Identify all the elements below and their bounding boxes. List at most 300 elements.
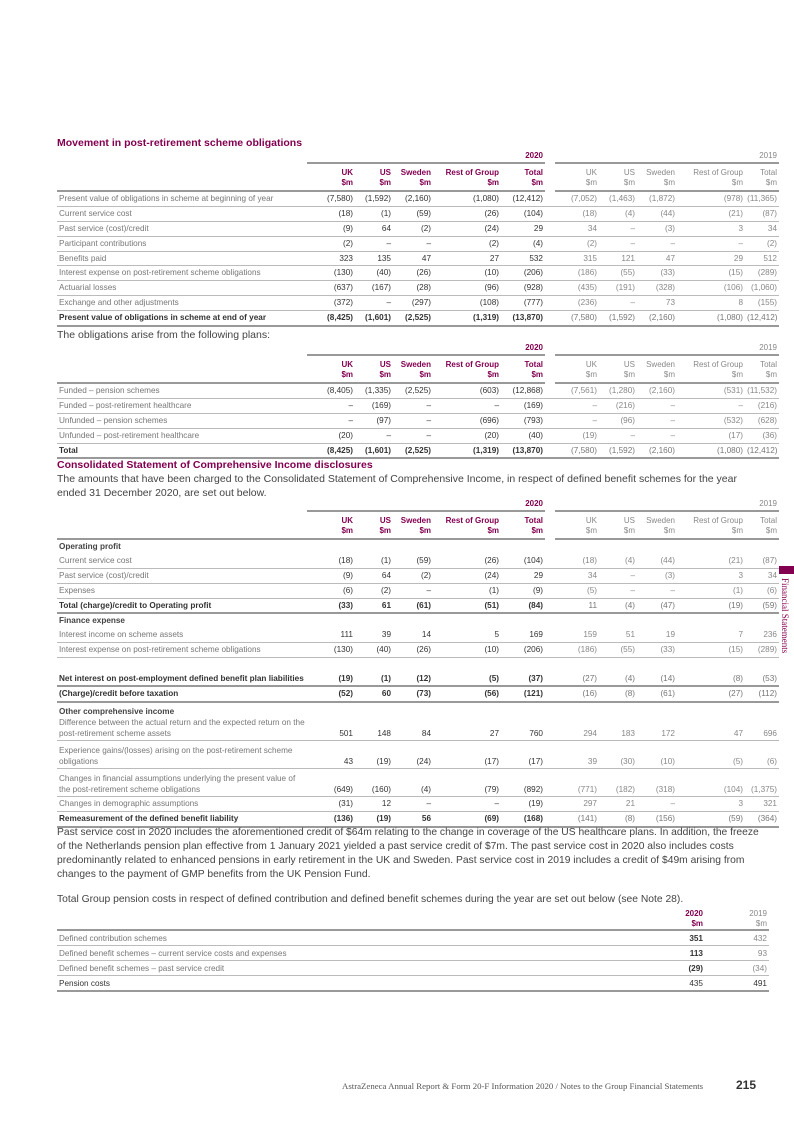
- year-2020-label: 2020: [685, 909, 703, 918]
- value-2020: (12,412): [501, 191, 545, 206]
- row-label: (Charge)/credit before taxation: [57, 686, 307, 702]
- value-2019: (7,052): [555, 191, 599, 206]
- value-2019: (87): [745, 554, 779, 568]
- footer-text: AstraZeneca Annual Report & Form 20-F Information 2020 / Notes to the Group Financial Statements: [342, 1081, 704, 1091]
- value-2019: 34: [745, 568, 779, 583]
- value-2020: (1): [355, 206, 393, 221]
- value-2019: (289): [745, 266, 779, 281]
- value-2020: (40): [501, 428, 545, 443]
- value-2019: 11: [555, 598, 599, 613]
- table-row: [57, 383, 779, 398]
- value-2020: (121): [501, 686, 545, 702]
- column-header: Sweden $m: [393, 511, 433, 539]
- table-row: [57, 686, 779, 702]
- value-2020: 760: [501, 702, 545, 741]
- value-2019: (4): [599, 206, 637, 221]
- value-2020: (79): [433, 769, 501, 797]
- value-2020: 47: [393, 251, 433, 266]
- value-2019: (1,592): [599, 443, 637, 458]
- value-2020: –: [393, 236, 433, 251]
- value-2019: (2): [555, 236, 599, 251]
- value-2019: 3: [677, 221, 745, 236]
- value-2020: (168): [501, 811, 545, 826]
- value-2019: (15): [677, 266, 745, 281]
- value-2019: 8: [677, 296, 745, 311]
- value-2020: (8,425): [307, 443, 355, 458]
- year-header-row: [57, 150, 779, 163]
- value-2019: –: [599, 583, 637, 598]
- value-2020: (793): [501, 413, 545, 428]
- value-2019: (182): [599, 769, 637, 797]
- value-2019: (11,365): [745, 191, 779, 206]
- table-row: [57, 311, 779, 326]
- side-tab-marker: [779, 566, 794, 574]
- value-2020: (2,160): [393, 191, 433, 206]
- table-row: [57, 741, 779, 769]
- value-2019: (2,160): [637, 311, 677, 326]
- column-header: Rest of Group $m: [677, 355, 745, 383]
- value-2019: –: [599, 296, 637, 311]
- page-number: 215: [736, 1078, 757, 1092]
- value-2020: (13,870): [501, 311, 545, 326]
- value-2020: 135: [355, 251, 393, 266]
- value-2020: (26): [433, 206, 501, 221]
- value-2020: (31): [307, 797, 355, 812]
- value-2020: (96): [433, 281, 501, 296]
- value-2020: (637): [307, 281, 355, 296]
- value-2019: –: [599, 236, 637, 251]
- column-header-row: [57, 355, 779, 383]
- value-2019: 294: [555, 702, 599, 741]
- table-row: [57, 643, 779, 658]
- value-2019: –: [637, 428, 677, 443]
- value-2020: (69): [433, 811, 501, 826]
- value-2019: 3: [677, 797, 745, 812]
- year-2020-label: 2020: [307, 498, 545, 511]
- column-header-row: [57, 511, 779, 539]
- value-2019: (328): [637, 281, 677, 296]
- pension-costs-table: [57, 907, 769, 992]
- column-header: US $m: [599, 355, 637, 383]
- value-2019: (27): [555, 658, 599, 687]
- value-2020: (8,405): [307, 383, 355, 398]
- year-header-row: [57, 342, 779, 355]
- value-2019: (1,375): [745, 769, 779, 797]
- value-2019: (106): [677, 281, 745, 296]
- value-2020: (10): [433, 643, 501, 658]
- value-2019: 172: [637, 702, 677, 741]
- column-header: Sweden $m: [637, 163, 677, 191]
- value-2020: (206): [501, 643, 545, 658]
- value-2019: (27): [677, 686, 745, 702]
- value-2020: (169): [355, 398, 393, 413]
- value-2019: (236): [555, 296, 599, 311]
- movement-title: Movement in post-retirement scheme obligations: [57, 137, 303, 149]
- value-2020: (13,870): [501, 443, 545, 458]
- column-header: Total $m: [745, 511, 779, 539]
- value-2020: (130): [307, 643, 355, 658]
- table-row: [57, 946, 769, 961]
- value-2019: (628): [745, 413, 779, 428]
- value-2020: (4): [393, 769, 433, 797]
- value-2020: (8,425): [307, 311, 355, 326]
- column-header: Rest of Group $m: [433, 355, 501, 383]
- table-row: [57, 236, 779, 251]
- value-2019: 315: [555, 251, 599, 266]
- value-2020: (19): [307, 658, 355, 687]
- table-row: [57, 266, 779, 281]
- value-2019: (216): [745, 398, 779, 413]
- row-label: Net interest on post-employment defined benefit plan liabilities: [57, 658, 307, 687]
- value-2020: –: [433, 398, 501, 413]
- value-2019: 39: [555, 741, 599, 769]
- unit-label: $m: [691, 919, 703, 928]
- value-2019: (3): [637, 568, 677, 583]
- value-2020: (1): [355, 658, 393, 687]
- value-2020: 12: [355, 797, 393, 812]
- value-2020: 169: [501, 628, 545, 642]
- value-2019: (16): [555, 686, 599, 702]
- value-2020: (130): [307, 266, 355, 281]
- value-2019: (33): [637, 643, 677, 658]
- value-2019: (12,412): [745, 311, 779, 326]
- value-2019: 21: [599, 797, 637, 812]
- value-2020: (20): [307, 428, 355, 443]
- table-row: [57, 930, 769, 946]
- column-header: Total $m: [501, 355, 545, 383]
- value-2020: (104): [501, 206, 545, 221]
- column-header: US $m: [355, 163, 393, 191]
- value-2019: (30): [599, 741, 637, 769]
- year-2019-label: 2019: [555, 150, 779, 163]
- value-2020: (169): [501, 398, 545, 413]
- group-heading: Operating profit: [59, 541, 121, 551]
- value-2020: (1): [355, 554, 393, 568]
- value-2019: 29: [677, 251, 745, 266]
- value-2019: (53): [745, 658, 779, 687]
- column-header: UK $m: [555, 163, 599, 191]
- value-2020: (19): [355, 741, 393, 769]
- value-2020: –: [393, 797, 433, 812]
- value-2020: 501: [307, 702, 355, 741]
- value-2019: (44): [637, 206, 677, 221]
- value-2019: (1,080): [677, 311, 745, 326]
- table-row: [57, 206, 779, 221]
- value-2019: (5): [677, 741, 745, 769]
- row-label: Present value of obligations in scheme at end of year: [57, 311, 307, 326]
- value-2019: –: [599, 221, 637, 236]
- value-2019: –: [637, 398, 677, 413]
- value-2019: –: [677, 398, 745, 413]
- value-2020: 29: [501, 221, 545, 236]
- value-2020: (52): [307, 686, 355, 702]
- value-2019: 121: [599, 251, 637, 266]
- value-2020: 323: [307, 251, 355, 266]
- year-2020-label: 2020: [307, 150, 545, 163]
- value-2019: (33): [637, 266, 677, 281]
- row-label: Interest income on scheme assets: [57, 628, 307, 642]
- value-2020: (56): [433, 686, 501, 702]
- value-2019: (55): [599, 266, 637, 281]
- value-2019: –: [637, 236, 677, 251]
- column-header: UK $m: [555, 511, 599, 539]
- value-2020: –: [393, 398, 433, 413]
- value-2019: (15): [677, 643, 745, 658]
- value-2020: (18): [307, 554, 355, 568]
- value-2019: (59): [745, 598, 779, 613]
- value-2020: (108): [433, 296, 501, 311]
- value-2020: (84): [501, 598, 545, 613]
- row-label: [57, 702, 307, 741]
- table-row: [57, 628, 779, 642]
- value-2019: (141): [555, 811, 599, 826]
- value-2020: (51): [433, 598, 501, 613]
- value-2020: (6): [307, 583, 355, 598]
- row-label: Present value of obligations in scheme at beginning of year: [57, 191, 307, 206]
- value-2020: (2,525): [393, 311, 433, 326]
- value-2019: (1): [677, 583, 745, 598]
- table-row: [57, 598, 779, 613]
- value-2019: (8): [677, 658, 745, 687]
- row-label: Total: [57, 443, 307, 458]
- value-2019: (1,080): [677, 443, 745, 458]
- value-2019: (6): [745, 741, 779, 769]
- row-label: Defined contribution schemes: [57, 930, 656, 946]
- row-label: Difference between the actual return and the expected return on the post-retirement scheme assets: [59, 718, 305, 739]
- value-2020: 61: [355, 598, 393, 613]
- value-2020: (4): [501, 236, 545, 251]
- row-label: Past service (cost)/credit: [57, 221, 307, 236]
- value-2019: 51: [599, 628, 637, 642]
- column-header: Total $m: [501, 163, 545, 191]
- value-2019: (2): [745, 236, 779, 251]
- notes-paragraph-1: Past service cost in 2020 includes the aforementioned credit of $64m relating to the change in coverage of the US healthcare plans. In addition, the freeze of the Netherlands pension plan effective from 1 January 2021 yielded a past service credit of $7m. The past service cost in 2020 also includes costs predominantly related to enhanced pensions in early retirement in the UK and Sweden. Past service cost in 2019 includes a credit of $49m arising from changes to the payment of GMP benefits from the UK Pension Fund.: [57, 827, 759, 880]
- column-header: UK $m: [307, 511, 355, 539]
- table-row: [57, 568, 779, 583]
- value-2019: 7: [677, 628, 745, 642]
- value-2020: (1,319): [433, 443, 501, 458]
- value-2019: (11,532): [745, 383, 779, 398]
- value-2019: 93: [705, 946, 769, 961]
- value-2019: 3: [677, 568, 745, 583]
- row-label: Defined benefit schemes – current service costs and expenses: [57, 946, 656, 961]
- value-2019: (34): [705, 961, 769, 976]
- year-2019-label: 2019: [749, 909, 767, 918]
- value-2020: (12,868): [501, 383, 545, 398]
- value-2020: (59): [393, 554, 433, 568]
- notes-paragraph-2: Total Group pension costs in respect of defined contribution and defined benefit schemes during the year are set out below (see Note 28).: [57, 894, 684, 905]
- column-header: UK $m: [555, 355, 599, 383]
- value-2020: 43: [307, 741, 355, 769]
- value-2019: 47: [677, 702, 745, 741]
- column-header: US $m: [355, 355, 393, 383]
- column-header: UK $m: [307, 355, 355, 383]
- value-2019: (61): [637, 686, 677, 702]
- table-row: [57, 797, 779, 812]
- row-label: Changes in financial assumptions underlying the present value of the post-retirement scheme obligations: [57, 769, 307, 797]
- value-2019: (44): [637, 554, 677, 568]
- table-row: [57, 658, 779, 687]
- value-2019: (1,060): [745, 281, 779, 296]
- value-2019: (18): [555, 554, 599, 568]
- column-header-row: [57, 163, 779, 191]
- value-2019: 236: [745, 628, 779, 642]
- value-2019: (21): [677, 206, 745, 221]
- value-2019: (19): [677, 598, 745, 613]
- value-2020: (2): [393, 221, 433, 236]
- column-header: US $m: [355, 511, 393, 539]
- value-2020: (61): [393, 598, 433, 613]
- column-header: Rest of Group $m: [677, 163, 745, 191]
- value-2020: –: [393, 413, 433, 428]
- table-row: [57, 443, 779, 458]
- value-2020: (1,319): [433, 311, 501, 326]
- value-2019: 19: [637, 628, 677, 642]
- row-label: Interest expense on post-retirement scheme obligations: [57, 643, 307, 658]
- value-2019: 512: [745, 251, 779, 266]
- value-2020: 5: [433, 628, 501, 642]
- value-2020: (24): [433, 568, 501, 583]
- side-tab-label: Financial Statements: [780, 578, 790, 654]
- row-label: Pension costs: [57, 976, 656, 992]
- value-2020: –: [393, 583, 433, 598]
- value-2019: (978): [677, 191, 745, 206]
- value-2019: (12,412): [745, 443, 779, 458]
- value-2019: (771): [555, 769, 599, 797]
- value-2020: 27: [433, 702, 501, 741]
- value-2019: (96): [599, 413, 637, 428]
- value-2019: –: [637, 797, 677, 812]
- value-2019: (318): [637, 769, 677, 797]
- value-2020: (2): [355, 583, 393, 598]
- value-2019: 696: [745, 702, 779, 741]
- value-2019: 321: [745, 797, 779, 812]
- value-2020: (892): [501, 769, 545, 797]
- table-row: [57, 296, 779, 311]
- value-2019: (4): [599, 598, 637, 613]
- value-2020: (1,335): [355, 383, 393, 398]
- value-2019: (7,561): [555, 383, 599, 398]
- value-2020: (696): [433, 413, 501, 428]
- value-2019: 183: [599, 702, 637, 741]
- value-2019: (4): [599, 658, 637, 687]
- value-2020: (59): [393, 206, 433, 221]
- column-header: Total $m: [745, 355, 779, 383]
- column-header: Sweden $m: [393, 355, 433, 383]
- value-2020: –: [355, 236, 393, 251]
- value-2020: 14: [393, 628, 433, 642]
- column-header: Sweden $m: [637, 355, 677, 383]
- row-label: Total (charge)/credit to Operating profit: [57, 598, 307, 613]
- table-row: [57, 221, 779, 236]
- plans-table: [57, 342, 779, 459]
- row-label: Interest expense on post-retirement scheme obligations: [57, 266, 307, 281]
- value-2020: (97): [355, 413, 393, 428]
- value-2019: (7,580): [555, 311, 599, 326]
- value-2020: 56: [393, 811, 433, 826]
- value-2019: 297: [555, 797, 599, 812]
- value-2020: (9): [501, 583, 545, 598]
- value-2020: (297): [393, 296, 433, 311]
- income-title: Consolidated Statement of Comprehensive Income disclosures: [57, 459, 373, 471]
- value-2019: (532): [677, 413, 745, 428]
- unit-label: $m: [755, 919, 767, 928]
- value-2020: (26): [393, 643, 433, 658]
- value-2020: (12): [393, 658, 433, 687]
- value-2020: (167): [355, 281, 393, 296]
- value-2020: 111: [307, 628, 355, 642]
- value-2020: (40): [355, 266, 393, 281]
- value-2020: (7,580): [307, 191, 355, 206]
- year-header-row: [57, 498, 779, 511]
- value-2019: 491: [705, 976, 769, 992]
- value-2019: (59): [677, 811, 745, 826]
- value-2020: (1,592): [355, 191, 393, 206]
- value-2020: (33): [307, 598, 355, 613]
- value-2020: (777): [501, 296, 545, 311]
- table-row: [57, 583, 779, 598]
- table-row: [57, 769, 779, 797]
- value-2020: (649): [307, 769, 355, 797]
- value-2019: (36): [745, 428, 779, 443]
- value-2019: (10): [637, 741, 677, 769]
- value-2020: (1,601): [355, 311, 393, 326]
- value-2019: (5): [555, 583, 599, 598]
- table-row: [57, 251, 779, 266]
- table-row: [57, 702, 779, 741]
- value-2020: –: [307, 398, 355, 413]
- value-2020: (603): [433, 383, 501, 398]
- row-label: Actuarial losses: [57, 281, 307, 296]
- value-2020: (19): [355, 811, 393, 826]
- table-row: [57, 811, 779, 826]
- value-2019: (8): [599, 686, 637, 702]
- column-header: Sweden $m: [637, 511, 677, 539]
- year-2019-label: 2019: [555, 498, 779, 511]
- column-header: Rest of Group $m: [677, 511, 745, 539]
- value-2019: (18): [555, 206, 599, 221]
- table-row: [57, 191, 779, 206]
- column-header: US $m: [599, 511, 637, 539]
- value-2019: –: [555, 413, 599, 428]
- table-row: [57, 398, 779, 413]
- year-2019-label: 2019: [555, 342, 779, 355]
- value-2020: –: [307, 413, 355, 428]
- value-2020: (2): [433, 236, 501, 251]
- value-2019: 432: [705, 930, 769, 946]
- value-2020: (9): [307, 221, 355, 236]
- value-2020: 148: [355, 702, 393, 741]
- value-2020: 64: [355, 568, 393, 583]
- value-2019: (6): [745, 583, 779, 598]
- row-label: Unfunded – post-retirement healthcare: [57, 428, 307, 443]
- column-header: US $m: [599, 163, 637, 191]
- value-2020: (26): [433, 554, 501, 568]
- year-2020-label: 2020: [307, 342, 545, 355]
- value-2019: (1,872): [637, 191, 677, 206]
- table-row: [57, 413, 779, 428]
- value-2020: (19): [501, 797, 545, 812]
- row-label: Unfunded – pension schemes: [57, 413, 307, 428]
- movement-table: [57, 150, 779, 327]
- column-header: Total $m: [501, 511, 545, 539]
- value-2020: (1,601): [355, 443, 393, 458]
- row-label: Experience gains/(losses) arising on the post-retirement scheme obligations: [57, 741, 307, 769]
- value-2020: (18): [307, 206, 355, 221]
- value-2020: (37): [501, 658, 545, 687]
- value-2020: (928): [501, 281, 545, 296]
- value-2020: (24): [433, 221, 501, 236]
